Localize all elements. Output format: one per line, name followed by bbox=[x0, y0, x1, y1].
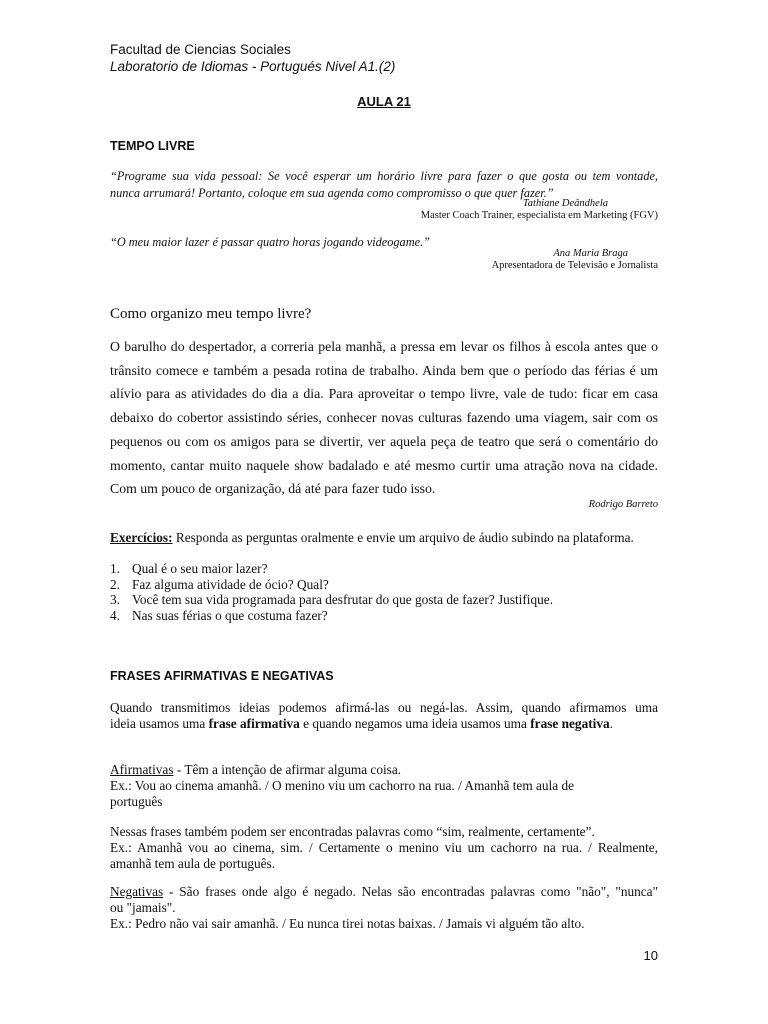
quote-2-author: Ana Maria Braga bbox=[553, 248, 628, 259]
afirmativas-block: Afirmativas - Têm a intenção de afirmar alguma coisa. Ex.: Vou ao cinema amanhã. / O menino viu um cachorro na rua. / Amanhã tem aula de português bbox=[110, 762, 575, 809]
palavras-block: Nessas frases também podem ser encontradas palavras como “sim, realmente, certamente”. Ex.: Amanhã vou ao cinema, sim. / Certamente o menino viu um cachorro na rua. / Realmente, amanhã tem aula de português. bbox=[110, 824, 658, 871]
body-line: debaixo do cobertor assistindo séries, conhecer novas culturas fazendo uma viagem, sair com os bbox=[110, 410, 658, 426]
body-line: momento, cantar muito naquele show badalado e até mesmo curtir uma atração nova na cidade. bbox=[110, 457, 658, 473]
header-institution: Facultad de Ciencias Sociales bbox=[110, 42, 291, 57]
exercises-text: Responda as perguntas oralmente e envie um arquivo de áudio subindo na plataforma. bbox=[172, 530, 634, 545]
list-item: 1. Qual é o seu maior lazer? bbox=[110, 561, 268, 576]
body-line: pequenos ou com os amigos para se divertir, ver aquela peça de teatro que será o comentário do bbox=[110, 433, 658, 449]
page-number: 10 bbox=[643, 948, 658, 963]
body-author: Rodrigo Barreto bbox=[588, 499, 658, 510]
body-paragraph bbox=[110, 335, 658, 501]
quote-2-role: Apresentadora de Televisão e Jornalista bbox=[491, 260, 658, 271]
exercise-list bbox=[110, 561, 553, 623]
lesson-title: AULA 21 bbox=[357, 94, 411, 109]
body-line: O barulho do despertador, a correria pela manhã, a pressa em levar os filhos à escola antes que o bbox=[110, 339, 658, 354]
afirmativas-label: Afirmativas bbox=[110, 762, 174, 777]
body-line: alívio para as atividades do dia a dia. Para aproveitar o tempo livre, vale de tudo: ficar em casa bbox=[110, 386, 658, 402]
negativas-block: Negativas - São frases onde algo é negado. Nelas são encontradas palavras como "não", "nunca" ou "jamais". Ex.: Pedro não vai sair amanhã. / Eu nunca tirei notas baixas. / Jamais vi alguém tão alto. bbox=[110, 884, 658, 931]
exercises-instruction bbox=[110, 530, 634, 546]
quote-1 bbox=[110, 168, 658, 202]
section-heading-tempo-livre: TEMPO LIVRE bbox=[110, 139, 195, 153]
negativas-label: Negativas bbox=[110, 884, 164, 899]
quote-1-role: Master Coach Trainer, especialista em Marketing (FGV) bbox=[420, 210, 658, 221]
exercises-label: Exercícios: bbox=[110, 530, 173, 545]
intro-paragraph: Quando transmitimos ideias podemos afirmá-las ou negá-las. Assim, quando afirmamos uma ideia usamos uma frase afirmativa e quando negamos uma ideia usamos uma frase negativa. bbox=[110, 700, 658, 731]
list-item: 2. Faz alguma atividade de ócio? Qual? bbox=[110, 576, 329, 592]
quote-1-line-2: nunca arrumará! Portanto, coloque em sua agenda como compromisso o que quer fazer.” bbox=[110, 186, 554, 200]
header-course: Laboratorio de Idiomas - Portugués Nivel A1.(2) bbox=[110, 59, 396, 74]
quote-1-line-1: “Programe sua vida pessoal: Se você esperar um horário livre para fazer o que gosta ou tem vontade, bbox=[110, 169, 658, 183]
list-item: 3. Você tem sua vida programada para desfrutar do que gosta de fazer? Justifique. bbox=[110, 592, 554, 607]
list-item: 4. Nas suas férias o que costuma fazer? bbox=[110, 607, 328, 623]
question-heading: Como organizo meu tempo livre? bbox=[110, 306, 312, 322]
body-line: trânsito comece e também a pesada rotina de trabalho. Ainda bem que o período das férias é um bbox=[110, 362, 658, 378]
section-heading-frases: FRASES AFIRMATIVAS E NEGATIVAS bbox=[110, 669, 334, 683]
quote-1-author: Tathiane Deândhela bbox=[522, 198, 608, 209]
body-line: Com um pouco de organização, dá até para fazer tudo isso. bbox=[110, 481, 436, 497]
quote-2: “O meu maior lazer é passar quatro horas jogando videogame.” bbox=[110, 235, 430, 249]
